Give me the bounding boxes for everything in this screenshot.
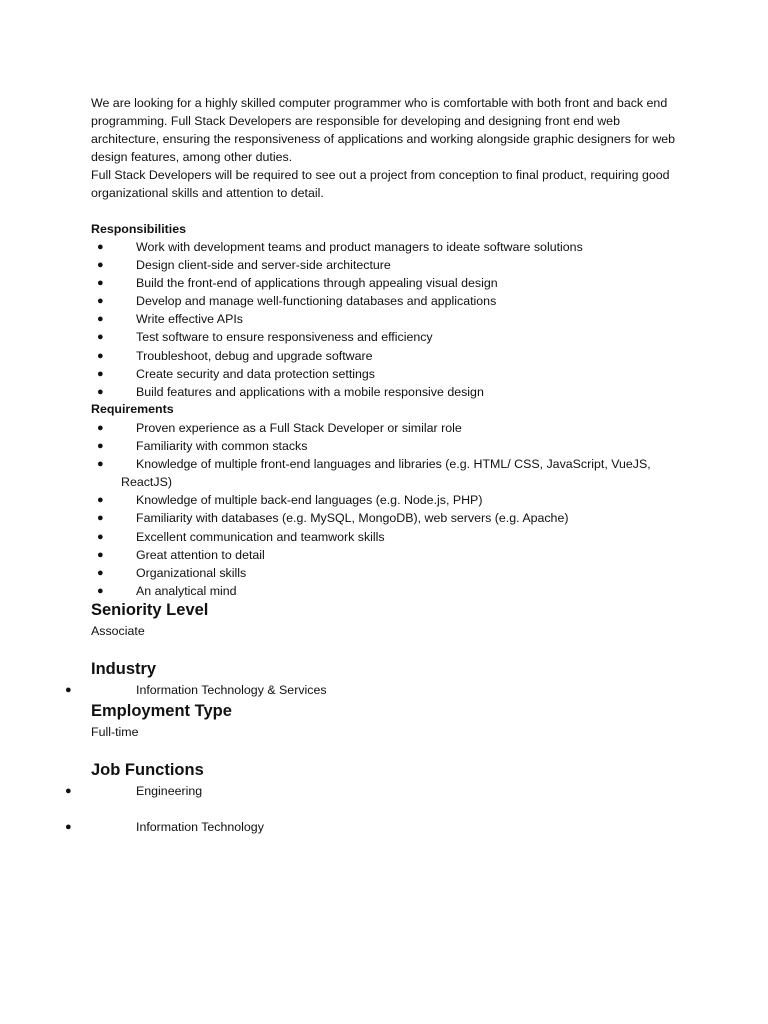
list-item: ● Design client-side and server-side architecture xyxy=(0,256,696,274)
bullet-icon: ● xyxy=(97,548,104,561)
seniority-value: Associate xyxy=(91,624,145,638)
list-item: ● Knowledge of multiple back-end languages (e.g. Node.js, PHP) xyxy=(0,491,696,509)
intro-paragraph-2: Full Stack Developers will be required to see out a project from conception to final product, requiring good organizational skills and attention to detail. xyxy=(91,168,670,201)
list-item: ● Create security and data protection settings xyxy=(0,365,696,383)
list-item: ● Knowledge of multiple front-end languages and libraries (e.g. HTML/ CSS, JavaScript, VueJS, ReactJS) xyxy=(97,457,651,490)
bullet-icon: ● xyxy=(97,295,104,308)
list-item: ● Test software to ensure responsiveness and efficiency xyxy=(0,328,696,346)
responsibilities-list xyxy=(0,238,696,401)
bullet-icon: ● xyxy=(97,331,104,344)
bullet-icon: ● xyxy=(97,530,104,543)
bullet-icon: ● xyxy=(97,458,104,471)
employment-type-heading: Employment Type xyxy=(91,702,232,720)
industry-list xyxy=(0,681,696,699)
list-item: ● Familiarity with databases (e.g. MySQL, MongoDB), web servers (e.g. Apache) xyxy=(0,509,696,527)
list-item: ● Write effective APIs xyxy=(0,310,696,328)
job-functions-heading: Job Functions xyxy=(91,761,204,779)
requirements-list xyxy=(0,419,696,600)
requirements-heading: Requirements xyxy=(91,402,174,416)
intro-section xyxy=(91,94,691,203)
bullet-icon: ● xyxy=(97,494,104,507)
responsibilities-heading: Responsibilities xyxy=(91,222,187,236)
list-item: ● Familiarity with common stacks xyxy=(0,437,696,455)
industry-heading: Industry xyxy=(91,660,157,678)
list-item: ● Build the front-end of applications through appealing visual design xyxy=(0,274,696,292)
list-item: ● Develop and manage well-functioning databases and applications xyxy=(0,292,696,310)
list-item: ● Organizational skills xyxy=(0,564,696,582)
seniority-heading: Seniority Level xyxy=(91,601,209,619)
bullet-icon: ● xyxy=(65,785,72,797)
bullet-icon: ● xyxy=(65,684,72,696)
bullet-icon: ● xyxy=(97,566,104,579)
bullet-icon: ● xyxy=(97,259,104,272)
list-item: ● Information Technology xyxy=(65,820,264,834)
list-item: ● Work with development teams and product managers to ideate software solutions xyxy=(0,238,696,256)
bullet-icon: ● xyxy=(97,385,104,398)
employment-type-value: Full-time xyxy=(91,725,139,739)
list-item: ● Build features and applications with a mobile responsive design xyxy=(0,383,696,401)
bullet-icon: ● xyxy=(97,422,104,434)
list-item: ● Troubleshoot, debug and upgrade software xyxy=(0,347,696,365)
list-item: ● Information Technology & Services xyxy=(65,683,327,697)
bullet-icon: ● xyxy=(97,440,104,453)
bullet-icon: ● xyxy=(97,584,104,597)
bullet-icon: ● xyxy=(97,349,104,362)
bullet-icon: ● xyxy=(97,512,104,525)
bullet-icon: ● xyxy=(97,241,104,253)
list-item: ● An analytical mind xyxy=(0,582,696,600)
list-item: ● Excellent communication and teamwork skills xyxy=(0,528,696,546)
bullet-icon: ● xyxy=(97,367,104,380)
intro-paragraph-1: We are looking for a highly skilled computer programmer who is comfortable with both front and back end programming. Full Stack Developers are responsible for developing and designing front end web architecture, ensuring the responsiveness of applications and working alongside graphic designers for web design features, among other duties. xyxy=(91,96,676,165)
list-item: ● Great attention to detail xyxy=(0,546,696,564)
bullet-icon: ● xyxy=(97,277,104,290)
bullet-icon: ● xyxy=(97,313,104,326)
job-functions-list xyxy=(0,782,696,836)
list-item: ● Proven experience as a Full Stack Developer or similar role xyxy=(0,419,696,437)
bullet-icon: ● xyxy=(65,821,72,833)
list-item: ● Engineering xyxy=(65,784,203,798)
